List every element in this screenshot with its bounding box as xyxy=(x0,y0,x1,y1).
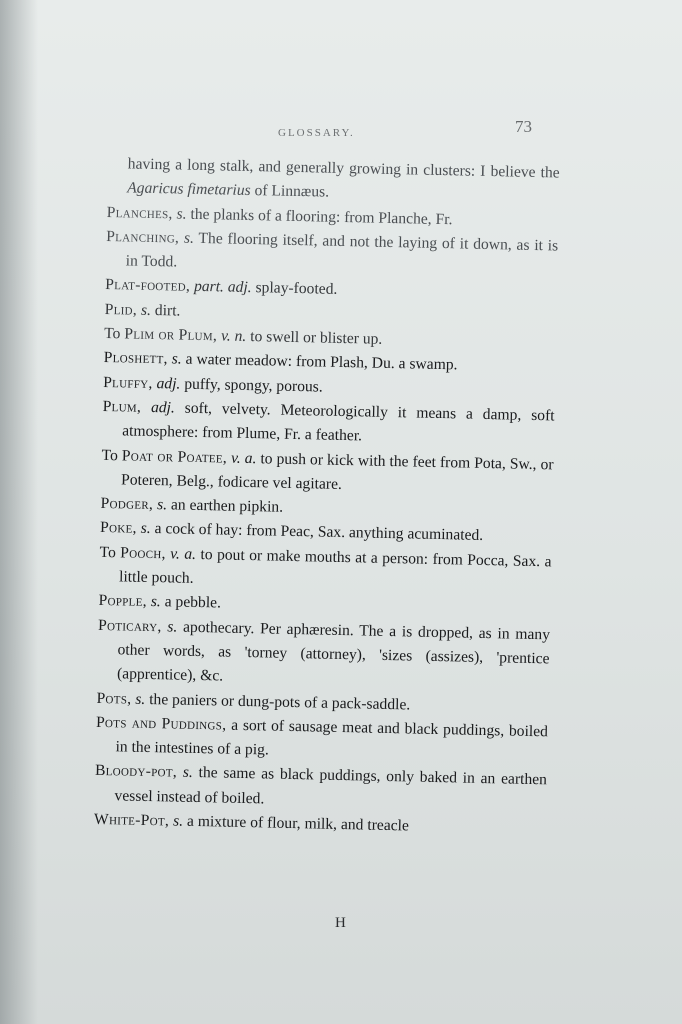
entry-text: having a long stalk, and generally growing in clusters: I believe the xyxy=(127,155,560,182)
entry-part-of-speech: v. a. xyxy=(170,545,197,563)
entry-italic-term: Agaricus fimetarius xyxy=(127,179,251,200)
entry-headword: Poticary, xyxy=(97,616,162,635)
entry-part-of-speech: v. n. xyxy=(220,327,247,346)
entry-headword: Pots and Puddings, xyxy=(95,713,227,734)
entry-part-of-speech: s. xyxy=(176,205,187,223)
entry-headword: Plid, xyxy=(104,300,138,319)
entry-definition: puffy, spongy, porous. xyxy=(184,375,323,396)
entry-headword: Popple, xyxy=(98,592,148,611)
entry-headword: Poke, xyxy=(99,519,137,538)
entry-headword: White-Pot, xyxy=(93,810,170,830)
glossary-entry xyxy=(102,395,555,453)
entry-prefix: To xyxy=(104,325,125,343)
entry-definition: an earthen pipkin. xyxy=(170,496,284,516)
entry-definition: a pebble. xyxy=(164,593,222,612)
entry-part-of-speech: s. xyxy=(156,496,168,514)
entry-part-of-speech: s. xyxy=(171,350,182,368)
entry-definition: a cock of hay: from Peac, Sax. anything acuminated. xyxy=(154,520,484,545)
entry-definition: splay-footed. xyxy=(255,279,338,299)
entry-headword: Planches, xyxy=(106,203,173,222)
entry-definition: the same as black puddings, only baked in an earthen vessel instead of boiled. xyxy=(114,764,548,808)
entry-tail: of Linnæus. xyxy=(250,182,330,201)
entry-definition: to pout or make mouths at a person: from Pocca, Sax. a little pouch. xyxy=(118,545,552,587)
entry-headword: Planching, xyxy=(106,227,180,247)
entry-headword: Pots, xyxy=(96,689,132,708)
entry-part-of-speech: adj. xyxy=(150,398,176,417)
entry-headword: Poat or Poatee, xyxy=(121,446,228,467)
page-gutter-shadow xyxy=(0,0,38,1024)
entry-prefix: To xyxy=(99,543,121,562)
entry-part-of-speech: s. xyxy=(150,593,161,611)
signature-mark: H xyxy=(335,915,346,931)
entry-definition: dirt. xyxy=(154,301,181,320)
entry-headword: Bloody-pot, xyxy=(94,762,178,782)
entry-headword: Plim or Plum, xyxy=(124,325,218,345)
glossary-entry-continuation xyxy=(107,152,560,210)
entry-prefix: To xyxy=(101,446,123,464)
entry-definition: the paniers or dung-pots of a pack-saddle. xyxy=(149,690,411,713)
entry-part-of-speech: s. xyxy=(167,617,178,636)
entry-headword: Podger, xyxy=(100,495,154,514)
running-head: GLOSSARY. xyxy=(278,127,355,139)
entry-definition: a sort of sausage meat and black puddings, boiled in the intestines of a pig. xyxy=(115,716,549,759)
glossary-text xyxy=(94,152,560,842)
entry-part-of-speech: s. xyxy=(140,301,152,319)
entry-definition: to push or kick with the feet from Pota, Sw., or Poteren, Belg., fodicare vel agitare. xyxy=(120,449,554,493)
entry-part-of-speech: s. xyxy=(135,690,146,708)
entry-definition: soft, velvety. Meteorologically it means a damp, soft atmosphere: from Plume, Fr. a feather. xyxy=(121,399,555,445)
entry-part-of-speech: adj. xyxy=(156,374,181,393)
entry-definition: a mixture of flour, milk, and treacle xyxy=(186,812,410,835)
entry-part-of-speech: part. adj. xyxy=(193,278,252,297)
page-number: 73 xyxy=(515,117,532,136)
entry-headword: Pluffy, xyxy=(103,373,153,392)
entry-definition: the planks of a flooring: from Planche, Fr. xyxy=(190,205,453,228)
entry-headword: Pooch, xyxy=(120,544,167,563)
entry-definition: The flooring itself, and not the laying of it down, as it is in Todd. xyxy=(125,229,559,271)
glossary-entry xyxy=(97,614,550,696)
entry-headword: Plum, xyxy=(102,397,142,416)
entry-part-of-speech: s. xyxy=(183,229,195,247)
entry-part-of-speech: s. xyxy=(182,764,194,782)
entry-part-of-speech: v. a. xyxy=(230,449,257,467)
page-header xyxy=(110,117,540,145)
entry-headword: Plat-footed, xyxy=(105,276,191,296)
entry-part-of-speech: s. xyxy=(172,812,184,830)
entry-part-of-speech: s. xyxy=(140,520,151,538)
entry-definition: apothecary. Per aphæresin. The a is dropped, as in many other words, as 'torney (attorney), 'sizes (assizes), 'prentice (apprentice), &c. xyxy=(116,618,551,685)
entry-definition: a water meadow: from Plash, Du. a swamp. xyxy=(185,351,458,374)
entry-headword: Ploshett, xyxy=(103,349,169,368)
entry-definition: to swell or blister up. xyxy=(250,328,383,348)
